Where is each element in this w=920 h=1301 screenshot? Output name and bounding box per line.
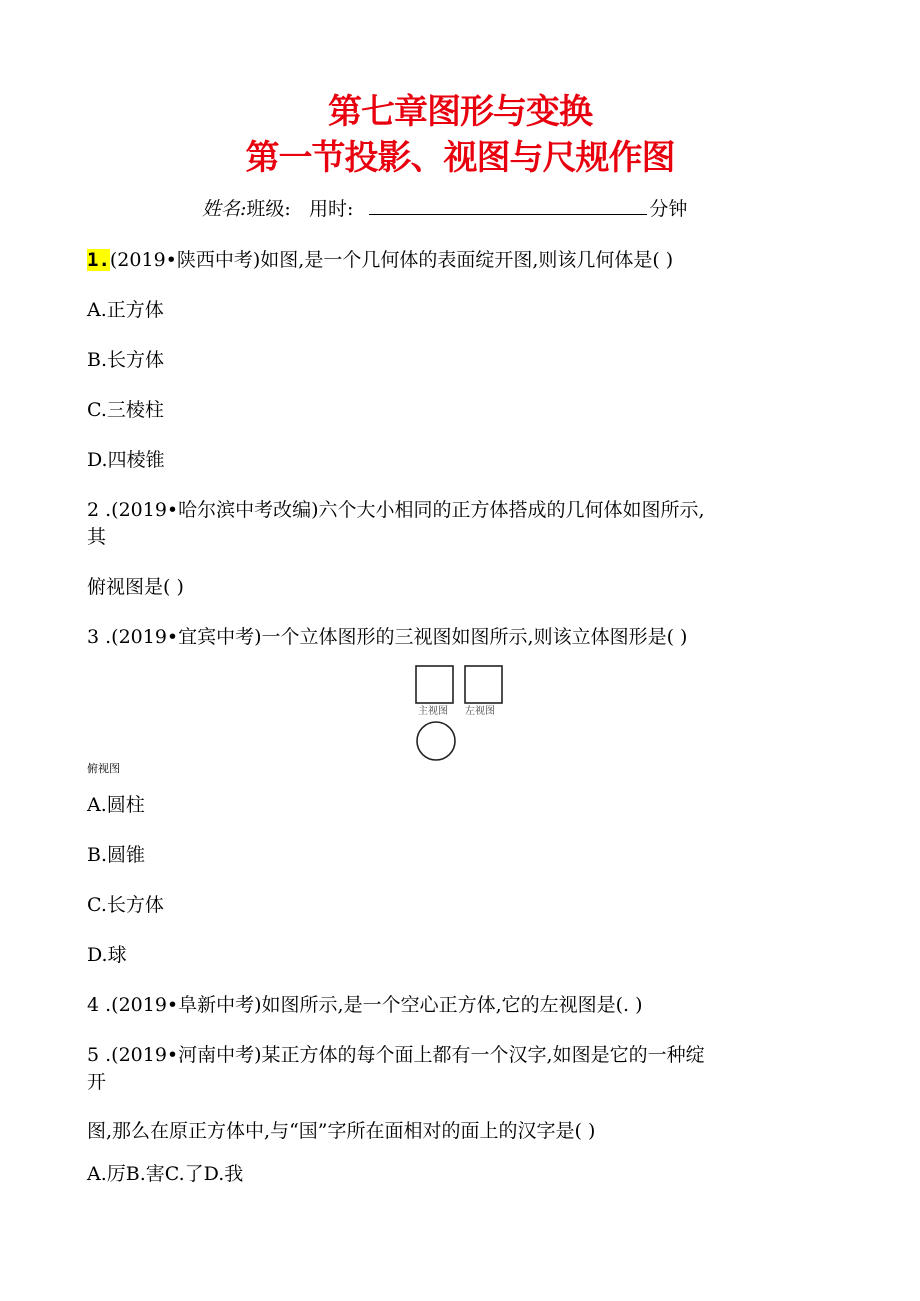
front-view-label: 主视图 xyxy=(418,706,448,717)
question-4-stem: 4 .(2019•阜新中考)如图所示,是一个空心正方体,它的左视图是(. ) xyxy=(87,994,643,1016)
name-label: 姓名: xyxy=(202,198,247,220)
question-1-option-c: C.三棱柱 xyxy=(87,399,164,421)
question-1-option-b: B.长方体 xyxy=(87,349,165,371)
question-1-number: 1. xyxy=(87,249,110,271)
question-3-option-b: B.圆锥 xyxy=(87,844,146,866)
page-title-line-1: 第七章图形与变换 xyxy=(328,92,592,132)
question-1-text: (2019•陕西中考)如图,是一个几何体的表面绽开图,则该几何体是( ) xyxy=(109,249,674,271)
question-1-option-d: D.四棱锥 xyxy=(87,449,165,471)
top-view-circle xyxy=(417,722,455,760)
question-3-stem: 3 .(2019•宜宾中考)一个立体图形的三视图如图所示,则该立体图形是( ) xyxy=(87,626,688,648)
question-1-stem xyxy=(87,246,673,274)
question-3-option-c: C.长方体 xyxy=(87,894,164,916)
question-5-stem-line-1: 5 .(2019•河南中考)某正方体的每个面上都有一个汉字,如图是它的一种绽 xyxy=(87,1044,705,1066)
question-3-option-a: A.圆柱 xyxy=(87,794,145,816)
front-view-square xyxy=(416,666,453,703)
question-5-stem-line-3: 图,那么在原正方体中,与“国”字所在面相对的面上的汉字是( ) xyxy=(87,1120,596,1142)
left-view-square xyxy=(465,666,502,703)
left-view-label: 左视图 xyxy=(465,706,495,717)
class-label: 班级: xyxy=(246,198,291,220)
student-info-line xyxy=(202,195,687,223)
question-5-stem-line-2: 开 xyxy=(87,1071,107,1093)
question-3-option-d: D.球 xyxy=(87,944,127,966)
page-title-line-2: 第一节投影、视图与尺规作图 xyxy=(245,138,675,178)
question-2-stem-line-3: 俯视图是( ) xyxy=(87,576,184,598)
question-5-options: A.厉B.害C.了D.我 xyxy=(87,1163,244,1185)
minutes-unit: 分钟 xyxy=(649,198,688,220)
question-2-stem-line-1: 2 .(2019•哈尔滨中考改编)六个大小相同的正方体搭成的几何体如图所示, xyxy=(87,499,705,521)
question-1-option-a: A.正方体 xyxy=(87,299,164,321)
three-view-figure xyxy=(410,663,510,763)
time-label: 用时: xyxy=(308,198,354,220)
top-view-caption: 俯视图 xyxy=(87,762,120,775)
question-2-stem-line-2: 其 xyxy=(87,526,107,548)
time-blank xyxy=(369,196,647,215)
